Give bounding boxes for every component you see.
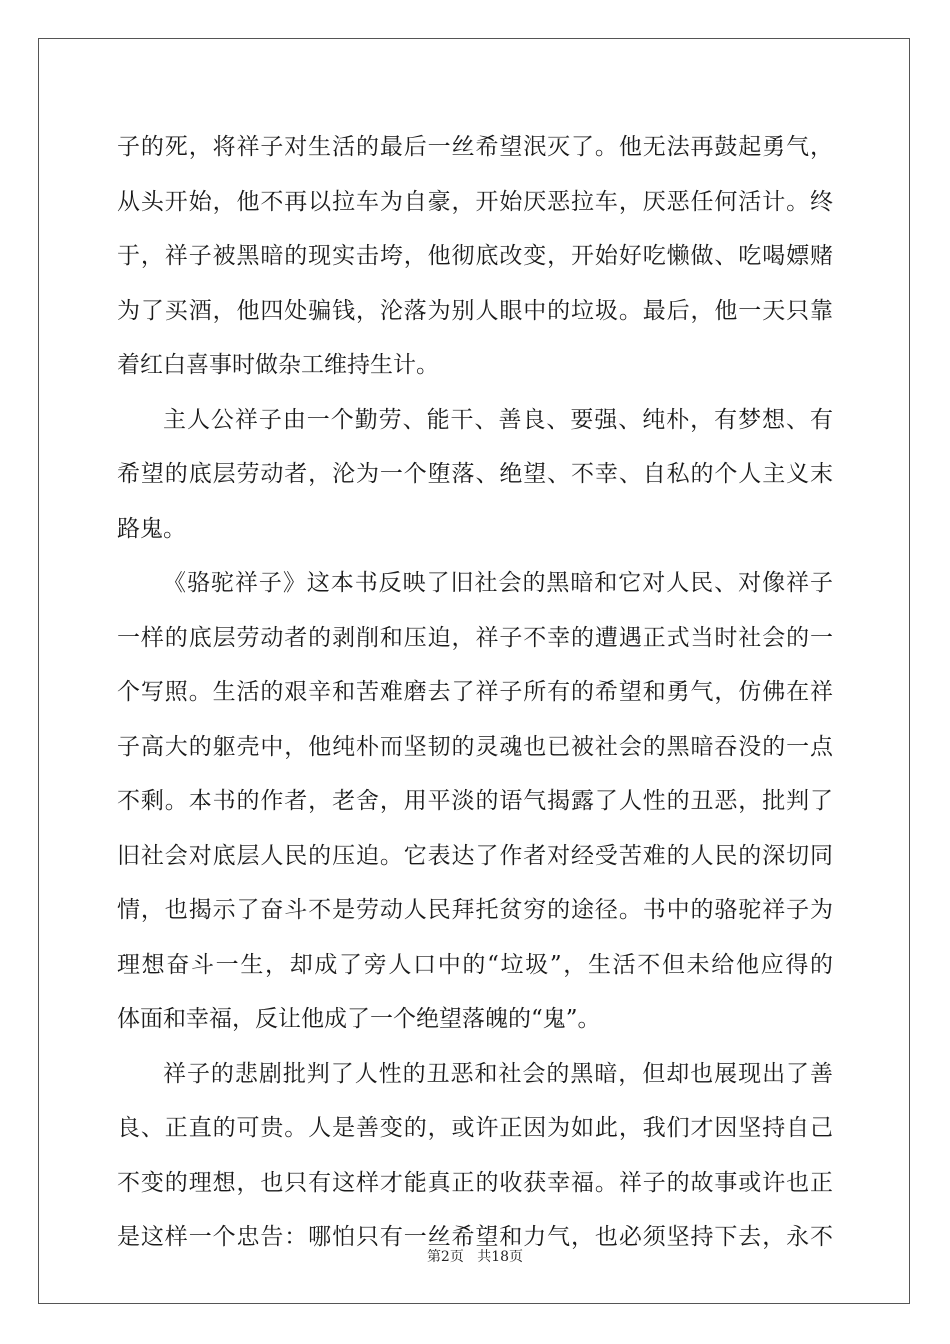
text-line: 良、正直的可贵。人是善变的，或许正因为如此，我们才因坚持自己 [117,1115,833,1141]
text-line: 旧社会对底层人民的压迫。它表达了作者对经受苦难的人民的深切同 [117,842,833,869]
text-line: 情，也揭示了奋斗不是劳动人民拜托贫穷的途径。书中的骆驼祥子为 [117,897,833,923]
text-line: 个写照。生活的艰辛和苦难磨去了祥子所有的希望和勇气，仿佛在祥 [117,679,833,705]
text-line: 希望的底层劳动者，沦为一个堕落、绝望、不幸、自私的个人主义末 [117,461,833,487]
text-line: 《骆驼祥子》这本书反映了旧社会的黑暗和它对人民、对像祥子 [163,570,833,596]
text-line: 体面和幸福，反让他成了一个绝望落魄的“鬼”。 [117,1006,601,1032]
text-line: 于，祥子被黑暗的现实击垮，他彻底改变，开始好吃懒做、吃喝嫖赌 [117,243,833,269]
text-line: 是这样一个忠告：哪怕只有一丝希望和力气，也必须坚持下去，永不 [117,1224,833,1250]
text-line: 理想奋斗一生，却成了旁人口中的“垃圾”，生活不但未给他应得的 [117,951,833,978]
text-line: 主人公祥子由一个勤劳、能干、善良、要强、纯朴，有梦想、有 [163,406,833,433]
text-line: 子的死，将祥子对生活的最后一丝希望泯灭了。他无法再鼓起勇气， [117,134,833,160]
text-line: 为了买酒，他四处骗钱，沦落为别人眼中的垃圾。最后，他一天只靠 [117,297,833,324]
text-line: 路鬼。 [117,515,186,542]
text-line: 一样的底层劳动者的剥削和压迫，祥子不幸的遭遇正式当时社会的一 [117,624,833,651]
text-line: 着红白喜事时做杂工维持生计。 [117,352,439,378]
page-footer [0,1246,950,1266]
text-line: 不变的理想，也只有这样才能真正的收获幸福。祥子的故事或许也正 [117,1169,833,1196]
text-line: 子高大的躯壳中，他纯朴而坚韧的灵魂也已被社会的黑暗吞没的一点 [117,733,833,760]
text-line: 不剩。本书的作者，老舍，用平淡的语气揭露了人性的丑恶，批判了 [117,788,833,814]
page-number: 第2页 [426,1249,464,1265]
text-line: 从头开始，他不再以拉车为自豪，开始厌恶拉车，厌恶任何活计。终 [117,188,833,215]
total-pages: 共18页 [477,1249,524,1265]
document-body [117,120,833,1265]
text-line: 祥子的悲剧批判了人性的丑恶和社会的黑暗，但却也展现出了善 [163,1060,833,1087]
